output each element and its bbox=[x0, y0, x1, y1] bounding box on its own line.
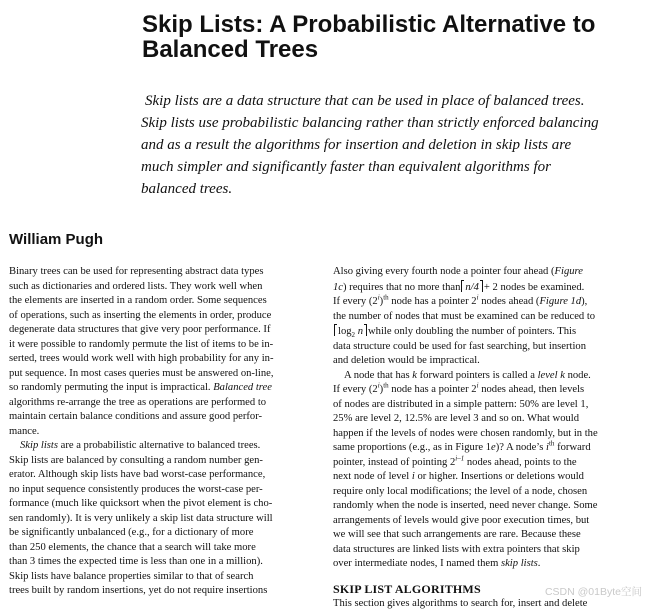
abstract-line: and as a result the algorithms for insertion and deletion in skip lists are bbox=[141, 137, 572, 153]
text-line: happen if the levels of nodes were chosen randomly, but in the bbox=[333, 427, 598, 439]
text-line: it were possible to randomly permute the list of items to be in- bbox=[9, 338, 274, 350]
text-line: 25% are level 2, 12.5% are level 3 and so on. What would bbox=[333, 413, 580, 424]
author-name: William Pugh bbox=[9, 231, 104, 248]
text-line: so randomly permuting the input is impractical. Balanced tree bbox=[9, 382, 272, 393]
text-line: formance (much like quicksort when the pivot element is cho- bbox=[9, 498, 273, 509]
text-line: same proportions (e.g., as in Figure 1e)? A node’s $i^{th}$ forward bbox=[333, 439, 591, 453]
text-line: algorithms re-arrange the tree as operations are performed to bbox=[9, 396, 267, 408]
ceil-left-bracket bbox=[461, 280, 464, 292]
text-line: mance. bbox=[9, 425, 40, 437]
left-column bbox=[9, 265, 309, 599]
text-line: the number of nodes that must be examined can be reduced to bbox=[333, 310, 596, 322]
text-line: next node of level i or higher. Insertions or deletions would bbox=[333, 471, 584, 482]
text-line: put sequence. In most cases queries must be answered on-line, bbox=[9, 367, 274, 379]
text-line: of nodes are distributed in a simple pattern: 50% are level 1, bbox=[333, 398, 589, 410]
text-line: trees built by random insertions, yet do not require insertions bbox=[9, 585, 268, 596]
text-line: maintain certain balance conditions and assure good perfor- bbox=[9, 411, 263, 422]
abstract-line: Skip lists are a data structure that can be used in place of balanced trees. bbox=[145, 93, 585, 109]
text-line: of operations, such as inserting the elements in order, produce bbox=[9, 309, 272, 321]
text-line: serted, trees would work well with high probability for any in- bbox=[9, 353, 274, 364]
text-line: Skip lists have balance properties similar to that of search bbox=[9, 570, 254, 582]
text-line: If every $(2^i)^{th}$ node has a pointer 2$^i$ nodes ahead, then levels bbox=[333, 381, 585, 395]
text-line: no input sequence consistently produces the worst-case per- bbox=[9, 483, 263, 495]
text-line: This section gives algorithms to search for, insert and delete bbox=[333, 598, 588, 609]
text-line: pointer, instead of pointing 2$^{i-1}$ nodes ahead, points to the bbox=[333, 453, 577, 468]
text-line: If every $(2^i)^{th}$ node has a pointer 2$^i$ nodes ahead (Figure 1d), bbox=[333, 293, 588, 307]
text-line: the elements are inserted in a random order. Some sequences bbox=[9, 295, 267, 306]
ceil-right-bracket bbox=[480, 280, 483, 292]
ceil-right-bracket bbox=[364, 324, 367, 336]
text-line: such as dictionaries and ordered lists. They work well when bbox=[9, 280, 263, 292]
text-line: be significantly unbalanced (e.g., for a dictionary of more bbox=[9, 527, 254, 538]
text-line: than 250 elements, the chance that a search will take more bbox=[9, 541, 256, 553]
text-line: over intermediate nodes, I named them skip lists. bbox=[333, 558, 541, 569]
text-line: 1c) requires that no more than n/4 + 2 nodes be examined. bbox=[333, 281, 585, 293]
text-line: data structures are linked lists with extra pointers that skip bbox=[333, 543, 580, 555]
abstract-line: much simpler and significantly faster than equivalent algorithms for bbox=[141, 159, 551, 175]
text-line: erator. Although skip lists have bad worst-case performance, bbox=[9, 469, 266, 480]
text-line: A node that has k forward pointers is called a level k node. bbox=[344, 369, 591, 381]
abstract-line: balanced trees. bbox=[141, 181, 233, 197]
abstract bbox=[141, 90, 636, 200]
abstract-line: Skip lists use probabilistic balancing rather than strictly enforced balancing bbox=[141, 115, 599, 131]
text-line: than 3 times the expected time is less than one in a million). bbox=[9, 556, 263, 567]
ceil-left-bracket bbox=[334, 324, 337, 336]
text-line: Skip lists are a probabilistic alternative to balanced trees. bbox=[20, 440, 261, 451]
right-column bbox=[333, 265, 635, 572]
text-line: require only local modifications; the level of a node, chosen bbox=[333, 485, 588, 497]
text-line: Skip lists are balanced by consulting a random number gen- bbox=[9, 454, 263, 466]
paper-title: Skip Lists: A Probabilistic Alternative to Balanced Trees bbox=[142, 11, 596, 63]
watermark: CSDN @01Byte空间 bbox=[544, 586, 642, 598]
text-line: $\log_2 n$ while only doubling the number of pointers. This bbox=[333, 324, 635, 340]
text-line: arrangements of levels would give poor execution times, but bbox=[333, 514, 590, 526]
text-line: degenerate data structures that give very poor performance. If bbox=[9, 324, 271, 335]
text-line: randomly when the node is inserted, need never change. Some bbox=[333, 500, 598, 511]
text-line: Also giving every fourth node a pointer four ahead (Figure bbox=[333, 266, 583, 277]
text-line: sen randomly). It is very unlikely a skip list data structure will bbox=[9, 512, 273, 524]
text-line: we will see that such arrangements are rare. Because these bbox=[333, 529, 581, 540]
text-line: and deletion would be impractical. bbox=[333, 355, 480, 366]
section-heading: SKIP LIST ALGORITHMS bbox=[333, 582, 481, 596]
text-line: Binary trees can be used for representing abstract data types bbox=[9, 266, 264, 277]
text-line: data structure could be used for fast searching, but insertion bbox=[333, 340, 586, 352]
